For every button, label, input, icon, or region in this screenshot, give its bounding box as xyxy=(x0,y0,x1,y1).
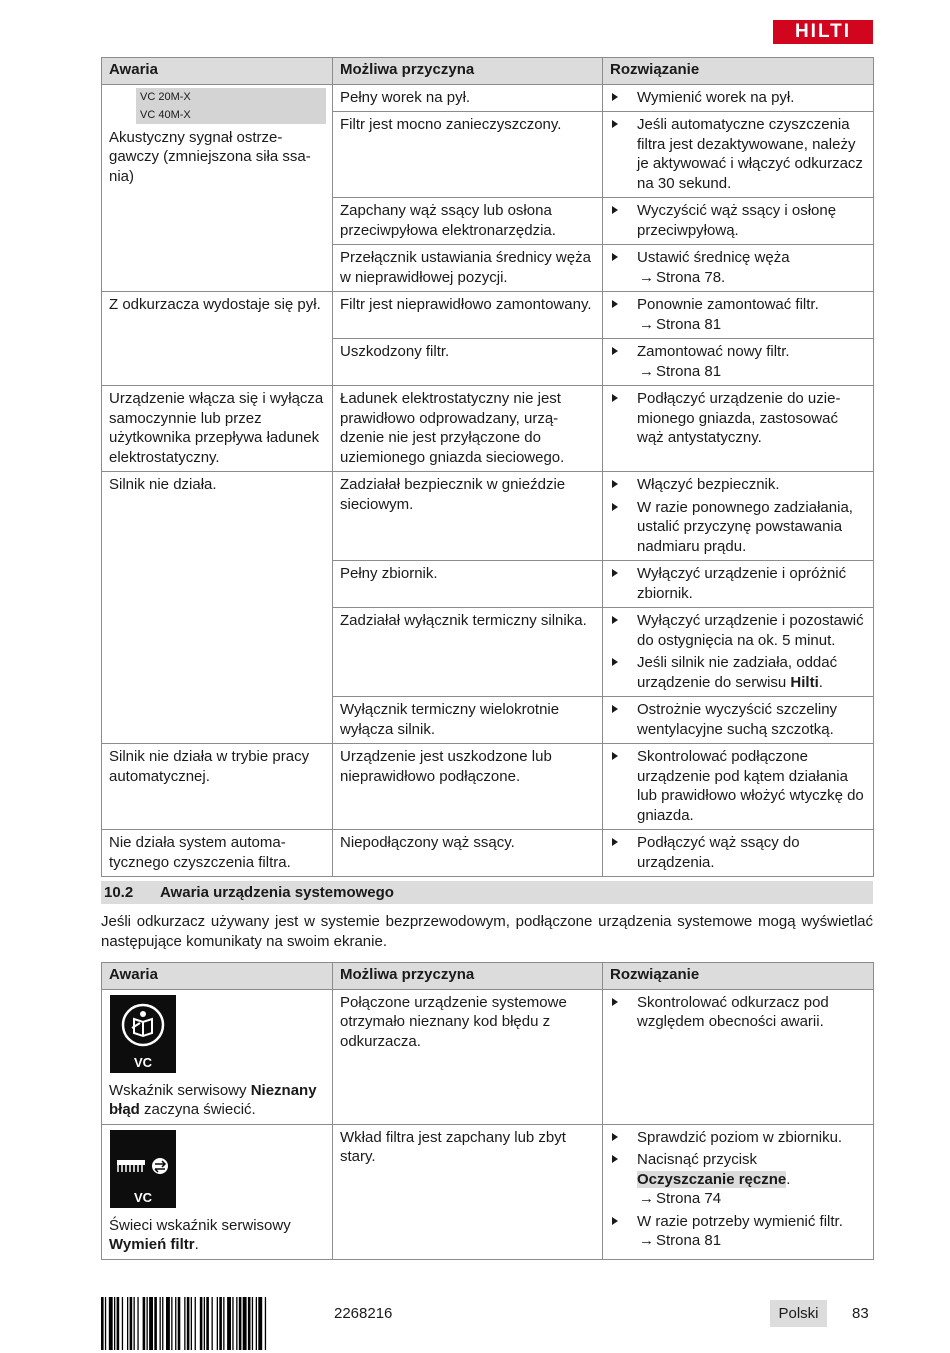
solution-text: Zamontować nowy filtr. xyxy=(637,343,790,360)
bullet-triangle-icon xyxy=(612,1155,618,1163)
barcode-bar xyxy=(143,1297,146,1350)
solution-text: . xyxy=(786,1170,791,1188)
fault-cell xyxy=(102,472,333,744)
troubleshooting-table xyxy=(101,57,874,877)
barcode-bar xyxy=(217,1297,218,1350)
column-header-cause: Możliwa przyczyna xyxy=(333,963,603,990)
barcode-bar xyxy=(219,1297,222,1350)
barcode-bar xyxy=(212,1297,213,1350)
solution-cell xyxy=(603,339,874,386)
solution-item xyxy=(610,1128,867,1148)
barcode-bar xyxy=(122,1297,123,1350)
solution-item xyxy=(610,747,867,825)
solution-text: W razie potrzeby wymienić filtr. xyxy=(637,1212,843,1230)
fault-cell xyxy=(102,292,333,386)
page-reference xyxy=(637,362,867,382)
fault-text: Wskaźnik serwisowy xyxy=(109,1081,251,1099)
page-reference xyxy=(637,268,867,288)
solution-list xyxy=(610,295,867,334)
solution-item xyxy=(610,993,867,1032)
brand-name: Hilti xyxy=(790,673,819,691)
solution-item xyxy=(610,295,867,334)
fault-cell xyxy=(102,386,333,472)
fault-cell xyxy=(102,84,333,292)
solution-list xyxy=(610,475,867,556)
barcode-bar xyxy=(191,1297,192,1350)
solution-text: Nacisnąć przycisk xyxy=(637,1151,758,1168)
solution-text: Wyczyścić wąż ssący i osłonę przeciwpyłową. xyxy=(637,202,837,239)
barcode-bar xyxy=(200,1297,203,1350)
bullet-triangle-icon xyxy=(612,838,618,846)
solution-item xyxy=(610,475,867,495)
cause-cell: Połączone urządzenie systemowe otrzymało nieznany kod błędu z odkurzacza. xyxy=(333,989,603,1124)
solution-text: Podłączyć urządzenie do uziemionego gniazda, zastosować wąż antystatyczny. xyxy=(637,390,841,446)
solution-cell xyxy=(603,608,874,697)
barcode-bar xyxy=(227,1297,231,1350)
page-reference-text: Strona 74 xyxy=(656,1190,722,1207)
solution-list xyxy=(610,747,867,825)
barcode xyxy=(101,1297,319,1350)
bullet-triangle-icon xyxy=(612,658,618,666)
solution-item xyxy=(610,248,867,287)
fault-text: Silnik nie działa. xyxy=(109,476,217,493)
arrow-right-icon: → xyxy=(639,1232,654,1249)
solution-list xyxy=(610,564,867,603)
barcode-bar xyxy=(160,1297,161,1350)
solution-item xyxy=(610,653,867,692)
arrow-right-icon: → xyxy=(639,1190,654,1207)
table-row xyxy=(102,830,874,877)
barcode-bar xyxy=(171,1297,172,1350)
bullet-triangle-icon xyxy=(612,300,618,308)
barcode-bar xyxy=(265,1297,266,1350)
barcode-bar xyxy=(223,1297,224,1350)
solution-item xyxy=(610,115,867,193)
bullet-triangle-icon xyxy=(612,705,618,713)
solution-cell xyxy=(603,112,874,198)
cause-cell: Zadziałał bezpiecznik w gnieździe sieciowym. xyxy=(333,472,603,561)
bullet-triangle-icon xyxy=(612,569,618,577)
table-row xyxy=(102,386,874,472)
arrow-right-icon: → xyxy=(639,362,654,380)
fault-text: Świeci wskaźnik serwisowy xyxy=(109,1216,291,1234)
cause-cell: Filtr jest mocno zanieczyszczony. xyxy=(333,112,603,198)
model-badge xyxy=(136,88,326,124)
solution-list xyxy=(610,700,867,739)
cause-cell: Przełącznik ustawiania średnicy węża w nieprawidłowej pozycji. xyxy=(333,245,603,292)
bullet-triangle-icon xyxy=(612,752,618,760)
cause-cell: Zadziałał wyłącznik termiczny silnika. xyxy=(333,608,603,697)
solution-item xyxy=(610,833,867,872)
bullet-triangle-icon xyxy=(612,206,618,214)
barcode-bar xyxy=(239,1297,242,1350)
solution-text: Jeśli silnik nie zadziała, oddać urządzenie do serwisu xyxy=(637,654,838,691)
manual-cleaning-button-label: Oczyszczanie ręczne xyxy=(637,1170,787,1188)
page-reference-text: Strona 81 xyxy=(656,1232,722,1249)
barcode-bar xyxy=(147,1297,148,1350)
barcode-bar xyxy=(101,1297,104,1350)
arrow-right-icon: → xyxy=(639,268,654,286)
cause-cell: Wkład filtra jest zapchany lub zbyt stary. xyxy=(333,1124,603,1259)
fault-text: zaczyna świecić. xyxy=(139,1101,256,1118)
solution-cell xyxy=(603,830,874,877)
barcode-bar xyxy=(149,1297,153,1350)
table-row xyxy=(102,84,874,112)
solution-list xyxy=(610,115,867,193)
solution-cell xyxy=(603,989,874,1124)
solution-cell xyxy=(603,386,874,472)
solution-item xyxy=(610,201,867,240)
solution-list xyxy=(610,389,867,448)
column-header-solution: Rozwiązanie xyxy=(603,963,874,990)
barcode-bar xyxy=(109,1297,113,1350)
fault-cell xyxy=(102,744,333,830)
solution-cell xyxy=(603,84,874,112)
barcode-bar xyxy=(232,1297,233,1350)
column-header-fault: Awaria xyxy=(102,58,333,85)
fault-text: Z odkurzacza wydostaje się pył. xyxy=(109,296,321,313)
page-number: 83 xyxy=(852,1305,869,1322)
cause-cell: Zapchany wąż ssący lub osłona przeciwpyłowa elektronarzędzia. xyxy=(333,198,603,245)
solution-cell xyxy=(603,245,874,292)
barcode-bar xyxy=(154,1297,157,1350)
section-number: 10.2 xyxy=(104,884,134,901)
solution-list xyxy=(610,611,867,692)
barcode-bar xyxy=(178,1297,181,1350)
solution-list xyxy=(610,88,867,108)
bullet-triangle-icon xyxy=(612,1217,618,1225)
table-row xyxy=(102,472,874,561)
system-device-table xyxy=(101,962,874,1260)
solution-cell xyxy=(603,744,874,830)
cause-cell: Uszkodzony filtr. xyxy=(333,339,603,386)
solution-text: . xyxy=(818,673,823,691)
bullet-triangle-icon xyxy=(612,253,618,261)
solution-cell xyxy=(603,561,874,608)
solution-list xyxy=(610,833,867,872)
barcode-bar xyxy=(127,1297,128,1350)
solution-text: W razie ponownego zadziałania, ustalić przyczynę powstawania nadmiaru prądu. xyxy=(637,498,853,555)
bullet-triangle-icon xyxy=(612,480,618,488)
solution-text: Jeśli automatyczne czyszczenia filtra jest dezaktywowane, należy je aktywować i włączyć odkurzacz na 30 sekund. xyxy=(637,116,863,192)
intro-paragraph: Jeśli odkurzacz używany jest w systemie bezprzewodowym, podłączone urządzenia systemowe mogą wyświetlać następujące komunikaty na swoim ekranie. xyxy=(101,913,873,950)
page-reference xyxy=(637,1231,867,1251)
document-number: 2268216 xyxy=(334,1305,393,1322)
solution-item xyxy=(610,1212,867,1251)
solution-text: Ostrożnie wyczyścić szczeliny wentylacyjne suchą szczotką. xyxy=(637,701,838,738)
column-header-cause: Możliwa przyczyna xyxy=(333,58,603,85)
solution-item xyxy=(610,1150,867,1209)
filter-replace-icon-graphic xyxy=(110,1130,176,1190)
bullet-triangle-icon xyxy=(612,1133,618,1141)
barcode-bar xyxy=(204,1297,205,1350)
barcode-bar xyxy=(243,1297,247,1350)
arrow-right-icon: → xyxy=(639,315,654,333)
fault-text: Akustyczny sygnał ostrzegawczy (zmniejszona siła ssania) xyxy=(109,128,311,185)
filter-replace-icon xyxy=(110,1130,176,1208)
solution-item xyxy=(610,700,867,739)
barcode-bar xyxy=(236,1297,237,1350)
solution-text: Sprawdzić poziom w zbiorniku. xyxy=(637,1128,843,1146)
barcode-bar xyxy=(166,1297,170,1350)
bullet-triangle-icon xyxy=(612,998,618,1006)
fault-bold-text: Nieznany błąd xyxy=(109,1081,317,1118)
solution-list xyxy=(610,248,867,287)
barcode-bar xyxy=(130,1297,133,1350)
vc-label: VC xyxy=(133,1054,153,1070)
solution-text: Ustawić średnicę węża xyxy=(637,249,790,266)
solution-text: Skontrolować podłączone urządzenie pod kątem działania lub prawidłowo włożyć wtyczkę do gniazda. xyxy=(637,748,864,824)
barcode-bar xyxy=(137,1297,138,1350)
section-heading xyxy=(101,881,873,904)
barcode-bar xyxy=(206,1297,209,1350)
table-row xyxy=(102,292,874,339)
language-label: Polski xyxy=(770,1300,827,1327)
model-name: VC 40M-X xyxy=(140,108,191,121)
solution-text: Włączyć bezpiecznik. xyxy=(637,476,780,493)
fault-cell xyxy=(102,989,333,1124)
page-reference xyxy=(637,315,867,335)
barcode-bar xyxy=(258,1297,262,1350)
barcode-bar xyxy=(175,1297,176,1350)
logo-text: HILTI xyxy=(794,21,852,42)
barcode-bar xyxy=(117,1297,120,1350)
barcode-bar xyxy=(195,1297,196,1350)
model-name: VC 20M-X xyxy=(140,90,191,103)
fault-text: Silnik nie działa w trybie pracy automatycznej. xyxy=(109,748,310,785)
barcode-bar xyxy=(187,1297,190,1350)
solution-text: Podłączyć wąż ssący do urządzenia. xyxy=(637,834,800,871)
bullet-triangle-icon xyxy=(612,616,618,624)
solution-item xyxy=(610,342,867,381)
solution-item xyxy=(610,564,867,603)
solution-cell xyxy=(603,472,874,561)
cause-cell: Filtr jest nieprawidłowo zamontowany. xyxy=(333,292,603,339)
barcode-bar xyxy=(105,1297,106,1350)
solution-text: Skontrolować odkurzacz pod względem obecności awarii. xyxy=(637,993,829,1030)
page-reference-text: Strona 81 xyxy=(656,315,722,333)
cause-cell: Wyłącznik termiczny wielokrotnie wyłącza silnik. xyxy=(333,697,603,744)
solution-text: Wyłączyć urządzenie i opróżnić zbiornik. xyxy=(637,565,847,602)
bullet-triangle-icon xyxy=(612,120,618,128)
solution-item xyxy=(610,498,867,557)
fault-cell xyxy=(102,830,333,877)
solution-cell xyxy=(603,697,874,744)
column-header-solution: Rozwiązanie xyxy=(603,58,874,85)
page-reference-text: Strona 81 xyxy=(656,362,722,380)
cause-cell: Niepodłączony wąż ssący. xyxy=(333,830,603,877)
solution-item xyxy=(610,389,867,448)
vc-label: VC xyxy=(133,1189,153,1205)
solution-text: Wymienić worek na pył. xyxy=(637,88,795,106)
solution-cell xyxy=(603,1124,874,1259)
fault-text: Urządzenie włącza się i wyłącza samoczynnie lub przez użytkownika przepływa ładunek elektrostatyczny. xyxy=(109,390,324,466)
page-reference xyxy=(637,1189,867,1209)
table-row xyxy=(102,989,874,1124)
solution-item xyxy=(610,611,867,650)
solution-item xyxy=(610,88,867,108)
service-book-icon-graphic xyxy=(110,995,176,1055)
solution-text: Wyłączyć urządzenie i pozostawić do ostygnięcia na ok. 5 minut. xyxy=(637,612,864,649)
barcode-bar xyxy=(256,1297,257,1350)
barcode-bar xyxy=(184,1297,185,1350)
bullet-triangle-icon xyxy=(612,394,618,402)
bullet-triangle-icon xyxy=(612,93,618,101)
solution-list xyxy=(610,342,867,381)
barcode-bar xyxy=(248,1297,251,1350)
fault-text: . xyxy=(194,1236,199,1253)
section-title: Awaria urządzenia systemowego xyxy=(160,884,394,901)
barcode-bar xyxy=(134,1297,135,1350)
barcode-bar xyxy=(162,1297,163,1350)
hilti-logo xyxy=(773,20,873,44)
solution-cell xyxy=(603,198,874,245)
barcode-bar xyxy=(114,1297,115,1350)
cause-cell: Pełny worek na pył. xyxy=(333,84,603,112)
cause-cell: Urządzenie jest uszkodzone lub nieprawidłowo podłączone. xyxy=(333,744,603,830)
table-row xyxy=(102,744,874,830)
fault-text: Nie działa system automatycznego czyszczenia filtra. xyxy=(109,834,291,871)
table-row xyxy=(102,1124,874,1259)
page-reference-text: Strona 78. xyxy=(656,268,726,286)
solution-text: Ponownie zamontować filtr. xyxy=(637,296,819,313)
cause-cell: Pełny zbiornik. xyxy=(333,561,603,608)
service-book-icon xyxy=(110,995,176,1073)
fault-bold-text: Wymień filtr xyxy=(109,1236,195,1253)
bullet-triangle-icon xyxy=(612,347,618,355)
bullet-triangle-icon xyxy=(612,503,618,511)
cause-cell: Ładunek elektrostatyczny nie jest prawidłowo odprowadzany, urządzenie nie jest przyłączone do uziemionego gniazda sieciowego. xyxy=(333,386,603,472)
solution-list xyxy=(610,201,867,240)
fault-cell xyxy=(102,1124,333,1259)
barcode-bar xyxy=(252,1297,253,1350)
solution-cell xyxy=(603,292,874,339)
column-header-fault: Awaria xyxy=(102,963,333,990)
